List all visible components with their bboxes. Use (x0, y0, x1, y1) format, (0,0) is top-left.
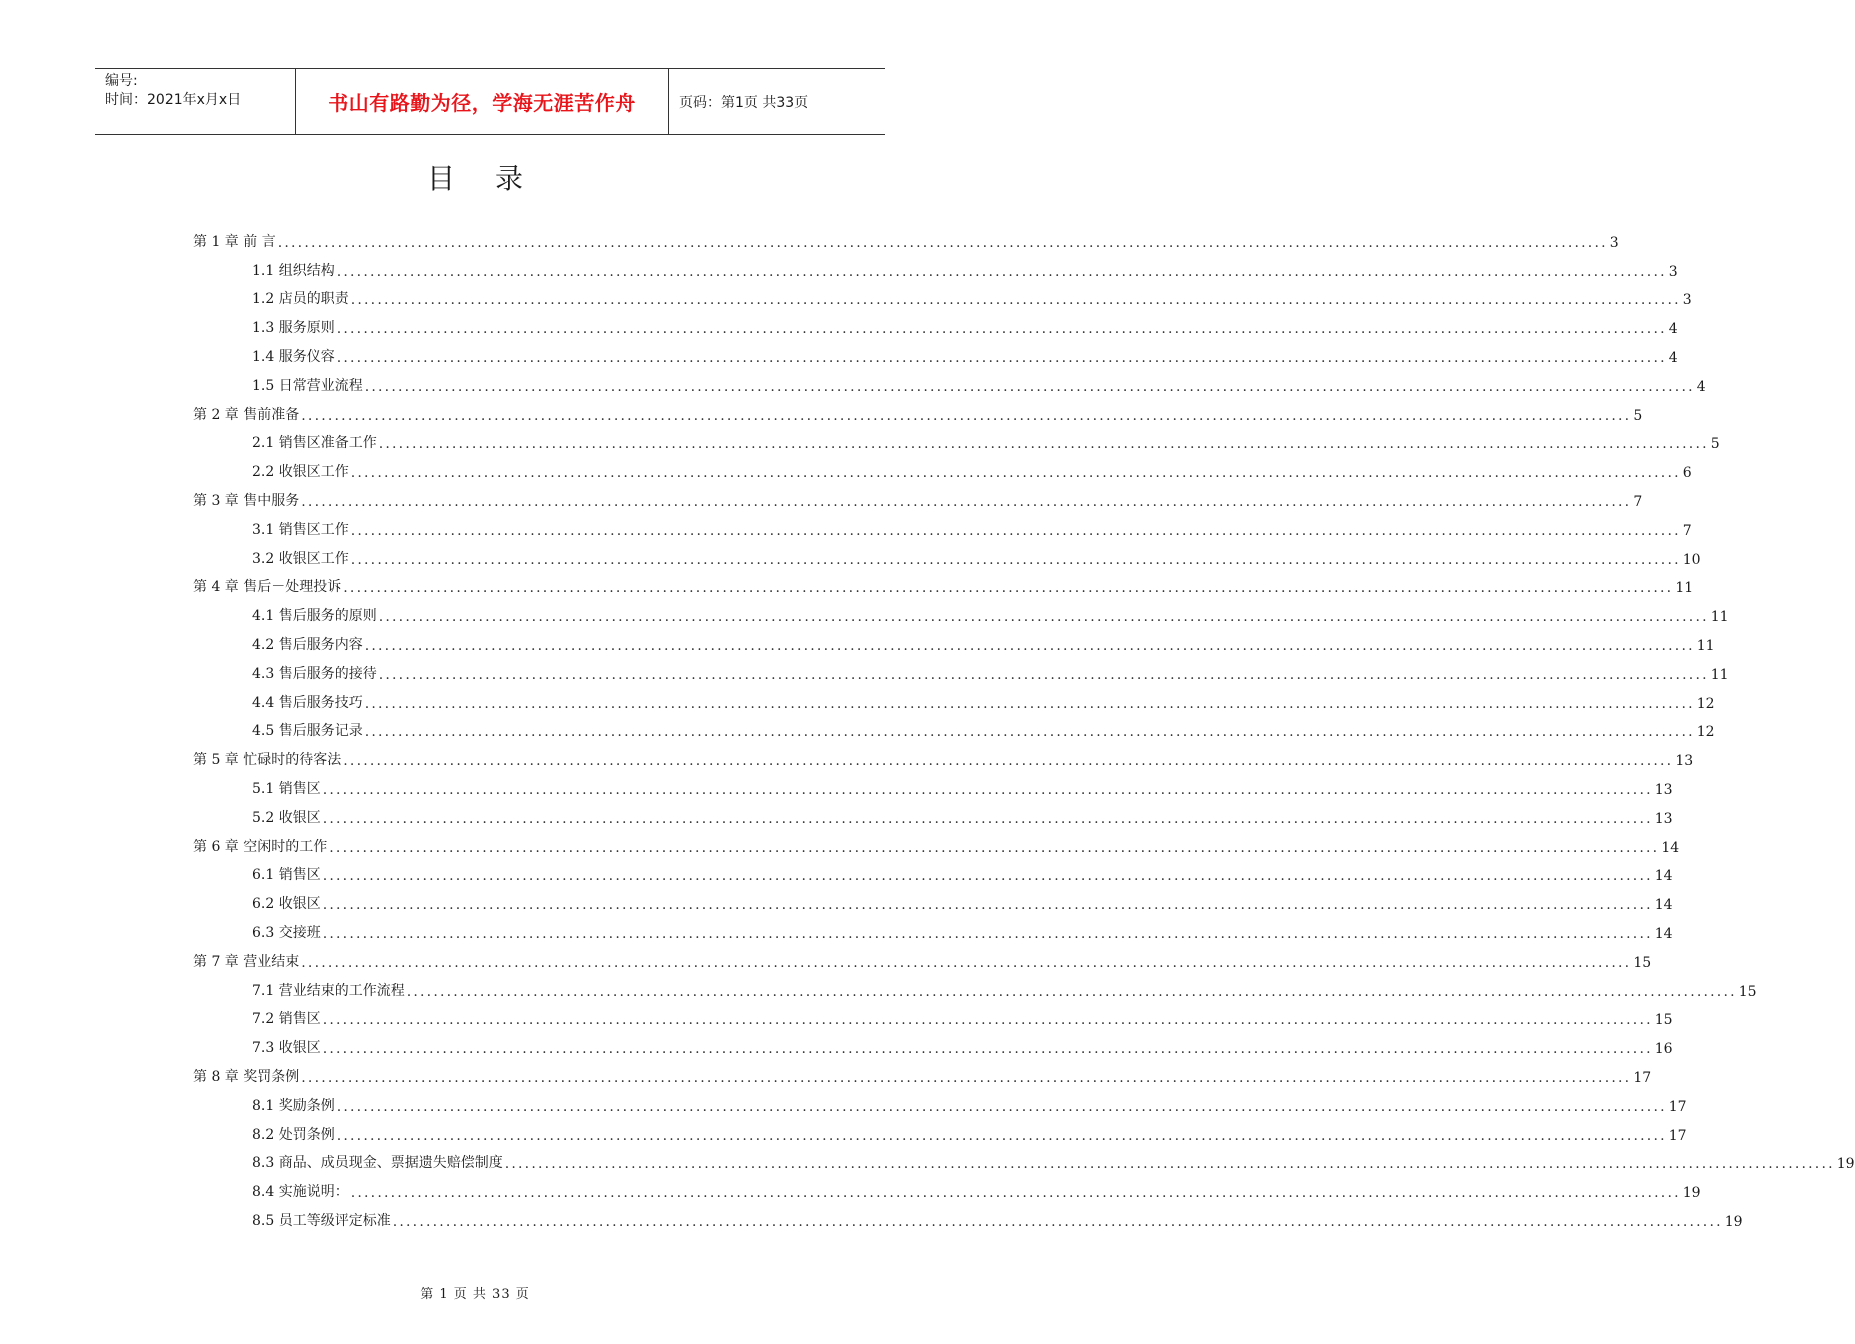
toc-entry-label: 1.3 服务原则 (252, 320, 335, 337)
toc-leader-dots: ........................................................................................................................................................................................................ (277, 234, 1608, 251)
toc-section-entry[interactable] (193, 539, 1701, 568)
page-footer: 第 1 页 共 33 页 (420, 1287, 530, 1302)
toc-leader-dots: ........................................................................................................................................................................................................ (406, 983, 1737, 1000)
toc-entry-page: 17 (1668, 1098, 1687, 1115)
toc-section-entry[interactable] (193, 683, 1715, 712)
toc-entry-label: 4.5 售后服务记录 (252, 723, 363, 740)
toc-entry-label: 第 1 章 前 言 (193, 233, 276, 250)
toc-leader-dots: ........................................................................................................................................................................................................ (504, 1156, 1835, 1173)
toc-entry-label: 1.1 组织结构 (252, 262, 335, 279)
toc-entry-label: 5.2 收银区 (252, 809, 321, 826)
toc-section-entry[interactable] (193, 1028, 1673, 1058)
toc-entry-page: 11 (1675, 580, 1694, 597)
toc-entry-page: 4 (1668, 321, 1678, 338)
toc-chapter-entry[interactable] (193, 827, 1680, 856)
toc-entry-label: 8.1 奖励条例 (252, 1097, 335, 1114)
toc-section-entry[interactable] (193, 1144, 1855, 1173)
toc-entry-label: 第 7 章 营业结束 (193, 953, 300, 970)
toc-leader-dots: ........................................................................................................................................................................................................ (364, 724, 1695, 741)
toc-entry-page: 19 (1682, 1185, 1701, 1202)
toc-leader-dots: ........................................................................................................................................................................................................ (336, 1098, 1667, 1115)
toc-section-entry[interactable] (193, 856, 1673, 885)
toc-section-entry[interactable] (193, 1086, 1687, 1115)
toc-entry-label: 1.4 服务仪容 (252, 348, 335, 365)
toc-entry-page: 13 (1654, 810, 1673, 827)
toc-section-entry[interactable] (193, 308, 1678, 338)
toc-leader-dots: ........................................................................................................................................................................................................ (322, 781, 1653, 798)
toc-entry-label: 第 4 章 售后－处理投诉 (193, 579, 342, 596)
toc-section-entry[interactable] (193, 769, 1673, 798)
toc-leader-dots: ........................................................................................................................................................................................................ (301, 954, 1632, 971)
toc-leader-dots: ........................................................................................................................................................................................................ (350, 522, 1681, 539)
toc-entry-page: 11 (1710, 666, 1729, 683)
toc-leader-dots: ........................................................................................................................................................................................................ (301, 407, 1632, 424)
toc-entry-page: 7 (1633, 493, 1643, 510)
toc-leader-dots: ........................................................................................................................................................................................................ (350, 465, 1681, 482)
toc-leader-dots: ........................................................................................................................................................................................................ (336, 321, 1667, 338)
toc-entry-label: 8.4 实施说明： (252, 1184, 349, 1201)
header-motto: 书山有路勤为径，学海无涯苦作舟 (296, 69, 669, 134)
toc-leader-dots: ........................................................................................................................................................................................................ (336, 349, 1667, 366)
toc-section-entry[interactable] (193, 510, 1692, 539)
toc-leader-dots: ........................................................................................................................................................................................................ (343, 753, 1674, 770)
toc-entry-label: 7.3 收银区 (252, 1040, 321, 1057)
toc-section-entry[interactable] (193, 884, 1673, 914)
toc-entry-label: 第 3 章 售中服务 (193, 492, 300, 509)
toc-entry-label: 1.5 日常营业流程 (252, 377, 363, 394)
toc-entry-label: 4.1 售后服务的原则 (252, 608, 377, 625)
toc-entry-label: 2.1 销售区准备工作 (252, 435, 377, 452)
toc-entry-page: 14 (1654, 868, 1673, 885)
header-page-info: 页码：第1页 共33页 (679, 94, 809, 111)
toc-entry-page: 15 (1654, 1012, 1673, 1029)
toc-leader-dots: ........................................................................................................................................................................................................ (378, 666, 1709, 683)
toc-leader-dots: ........................................................................................................................................................................................................ (350, 551, 1681, 568)
toc-entry-label: 8.3 商品、成员现金、票据遗失赔偿制度 (252, 1155, 503, 1172)
toc-section-entry[interactable] (193, 337, 1678, 366)
toc-entry-label: 第 2 章 售前准备 (193, 406, 300, 423)
toc-chapter-entry[interactable] (193, 942, 1652, 971)
toc-leader-dots: ........................................................................................................................................................................................................ (322, 868, 1653, 885)
toc-section-entry[interactable] (193, 1000, 1673, 1029)
header-meta (95, 69, 296, 134)
toc-entry-page: 13 (1654, 781, 1673, 798)
toc-entry-page: 16 (1654, 1041, 1673, 1058)
table-of-contents (193, 222, 1855, 1230)
toc-entry-label: 6.3 交接班 (252, 924, 321, 941)
toc-leader-dots: ........................................................................................................................................................................................................ (378, 436, 1709, 453)
toc-chapter-entry[interactable] (193, 568, 1694, 597)
toc-chapter-entry[interactable] (193, 740, 1694, 770)
toc-leader-dots: ........................................................................................................................................................................................................ (301, 1069, 1632, 1086)
toc-entry-page: 14 (1661, 839, 1680, 856)
toc-entry-page: 4 (1696, 378, 1706, 395)
toc-entry-page: 17 (1633, 1069, 1652, 1086)
toc-entry-page: 7 (1682, 522, 1692, 539)
toc-leader-dots: ........................................................................................................................................................................................................ (392, 1213, 1723, 1230)
toc-section-entry[interactable] (193, 366, 1706, 395)
toc-entry-label: 4.3 售后服务的接待 (252, 665, 377, 682)
toc-section-entry[interactable] (193, 712, 1715, 741)
toc-entry-page: 14 (1654, 925, 1673, 942)
toc-section-entry[interactable] (193, 913, 1673, 942)
toc-entry-page: 4 (1668, 349, 1678, 366)
toc-section-entry[interactable] (193, 1201, 1743, 1230)
toc-entry-label: 6.1 销售区 (252, 867, 321, 884)
toc-leader-dots: ........................................................................................................................................................................................................ (322, 897, 1653, 914)
toc-entry-page: 10 (1682, 551, 1701, 568)
toc-entry-label: 2.2 收银区工作 (252, 464, 349, 481)
toc-entry-label: 8.5 员工等级评定标准 (252, 1212, 391, 1229)
toc-entry-page: 3 (1668, 263, 1678, 280)
toc-chapter-entry[interactable] (193, 395, 1643, 424)
toc-section-entry[interactable] (193, 596, 1729, 626)
toc-entry-page: 5 (1633, 407, 1643, 424)
toc-entry-label: 4.4 售后服务技巧 (252, 694, 363, 711)
toc-entry-label: 8.2 处罚条例 (252, 1126, 335, 1143)
toc-leader-dots: ........................................................................................................................................................................................................ (343, 580, 1674, 597)
toc-leader-dots: ........................................................................................................................................................................................................ (350, 1185, 1681, 1202)
toc-entry-label: 3.1 销售区工作 (252, 521, 349, 538)
toc-leader-dots: ........................................................................................................................................................................................................ (322, 1012, 1653, 1029)
document-title: 目录 (426, 162, 563, 195)
toc-leader-dots: ........................................................................................................................................................................................................ (350, 292, 1681, 309)
toc-leader-dots: ........................................................................................................................................................................................................ (322, 1041, 1653, 1058)
toc-chapter-entry[interactable] (193, 1057, 1652, 1086)
toc-entry-label: 第 5 章 忙碌时的待客法 (193, 752, 342, 769)
toc-entry-page: 12 (1696, 695, 1715, 712)
toc-entry-label: 6.2 收银区 (252, 896, 321, 913)
toc-leader-dots: ........................................................................................................................................................................................................ (364, 695, 1695, 712)
toc-entry-page: 5 (1710, 436, 1720, 453)
toc-entry-label: 第 6 章 空闲时的工作 (193, 838, 328, 855)
toc-section-entry[interactable] (193, 971, 1757, 1000)
toc-section-entry[interactable] (193, 1172, 1701, 1202)
toc-entry-page: 3 (1682, 292, 1692, 309)
toc-entry-label: 1.2 店员的职责 (252, 291, 349, 308)
toc-entry-page: 13 (1675, 753, 1694, 770)
toc-chapter-entry[interactable] (193, 481, 1643, 510)
toc-entry-page: 14 (1654, 897, 1673, 914)
toc-leader-dots: ........................................................................................................................................................................................................ (364, 378, 1695, 395)
toc-entry-page: 11 (1710, 609, 1729, 626)
toc-entry-page: 11 (1696, 637, 1715, 654)
toc-entry-page: 19 (1836, 1156, 1855, 1173)
toc-leader-dots: ........................................................................................................................................................................................................ (364, 637, 1695, 654)
toc-entry-label: 5.1 销售区 (252, 780, 321, 797)
toc-entry-page: 19 (1724, 1213, 1743, 1230)
toc-entry-page: 15 (1738, 983, 1757, 1000)
toc-entry-label: 第 8 章 奖罚条例 (193, 1068, 300, 1085)
toc-section-entry[interactable] (193, 625, 1715, 654)
toc-section-entry[interactable] (193, 1115, 1687, 1144)
toc-entry-label: 3.2 收银区工作 (252, 550, 349, 567)
toc-chapter-entry[interactable] (193, 222, 1619, 251)
toc-leader-dots: ........................................................................................................................................................................................................ (336, 263, 1667, 280)
toc-entry-page: 12 (1696, 724, 1715, 741)
toc-entry-label: 7.2 销售区 (252, 1011, 321, 1028)
toc-entry-page: 6 (1682, 465, 1692, 482)
toc-section-entry[interactable] (193, 798, 1673, 827)
toc-leader-dots: ........................................................................................................................................................................................................ (336, 1127, 1667, 1144)
toc-leader-dots: ........................................................................................................................................................................................................ (301, 493, 1632, 510)
toc-entry-label: 7.1 营业结束的工作流程 (252, 982, 405, 999)
toc-section-entry[interactable] (193, 452, 1692, 482)
toc-entry-page: 15 (1633, 954, 1652, 971)
toc-leader-dots: ........................................................................................................................................................................................................ (322, 925, 1653, 942)
toc-section-entry[interactable] (193, 654, 1729, 683)
number-label: 编号: (105, 73, 138, 89)
toc-entry-label: 4.2 售后服务内容 (252, 636, 363, 653)
toc-entry-page: 3 (1609, 234, 1619, 251)
toc-section-entry[interactable] (193, 280, 1692, 309)
toc-section-entry[interactable] (193, 424, 1720, 453)
toc-leader-dots: ........................................................................................................................................................................................................ (378, 609, 1709, 626)
page-header (95, 68, 885, 135)
toc-leader-dots: ........................................................................................................................................................................................................ (329, 839, 1660, 856)
toc-entry-page: 17 (1668, 1127, 1687, 1144)
toc-section-entry[interactable] (193, 251, 1678, 280)
toc-leader-dots: ........................................................................................................................................................................................................ (322, 810, 1653, 827)
time-label: 时间：2021年x月x日 (105, 92, 242, 108)
